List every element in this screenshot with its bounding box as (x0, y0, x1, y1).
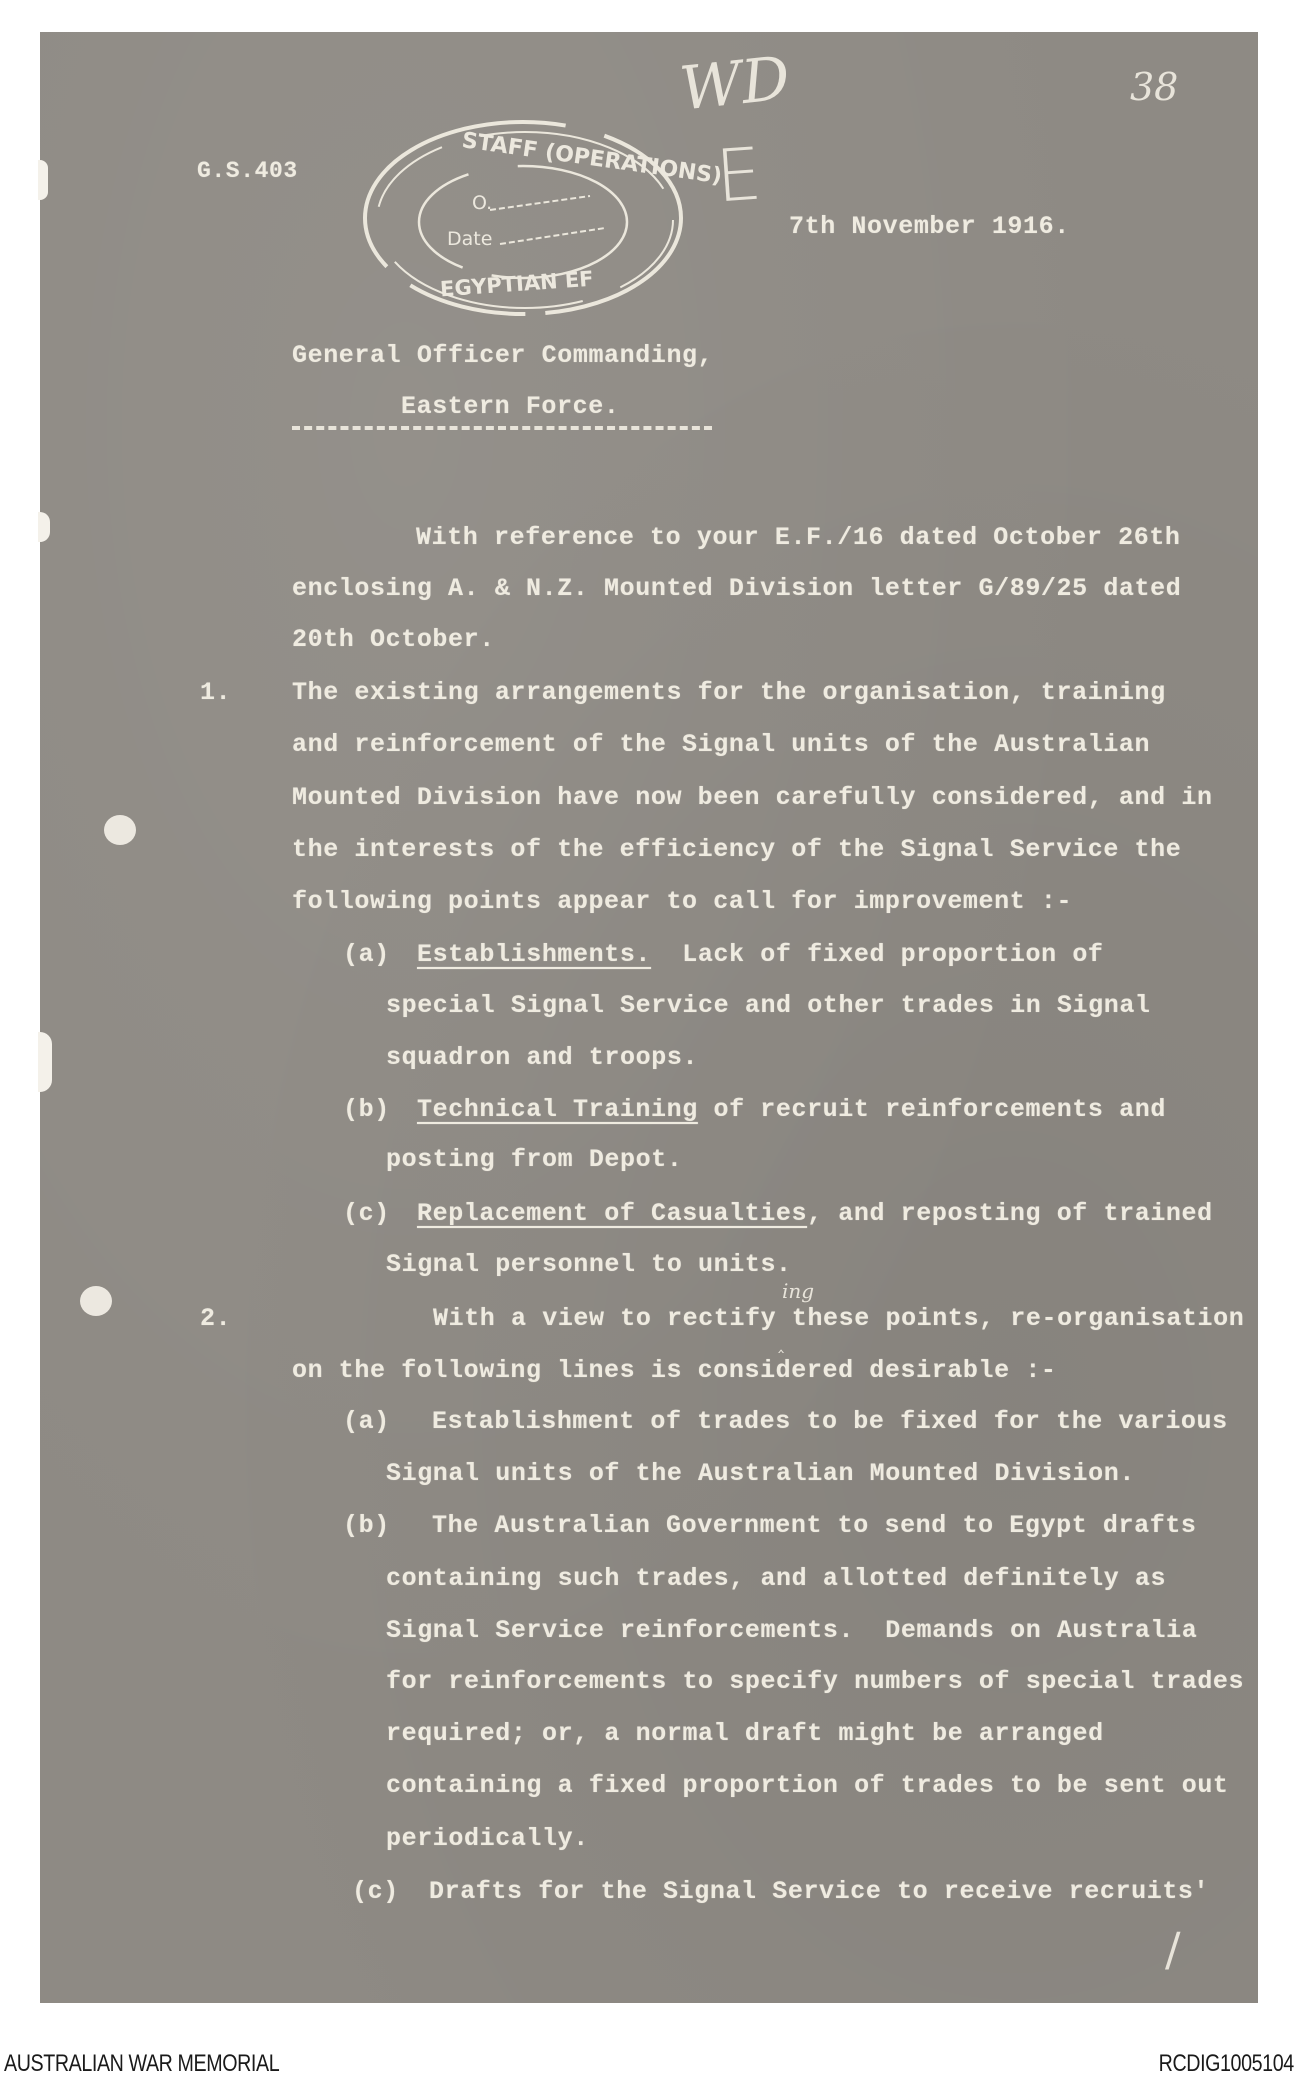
torn-edge (38, 1032, 52, 1092)
item-line: required; or, a normal draft might be arranged (386, 1719, 1104, 1748)
stamp-bottom-text: EGYPTIAN EF (439, 266, 595, 302)
institution-credit: AUSTRALIAN WAR MEMORIAL (4, 2050, 280, 2077)
folio-number: 38 (1130, 65, 1179, 109)
item-label: (a) (343, 940, 390, 969)
item-line: for reinforcements to specify numbers of special trades (386, 1667, 1245, 1696)
item-label: (a) (343, 1407, 390, 1436)
handwritten-mark: / (1165, 1922, 1181, 1976)
reference-number: G.S.403 (197, 158, 298, 184)
item-heading: Replacement of Casualties (417, 1199, 808, 1228)
item-line: posting from Depot. (386, 1145, 683, 1174)
item-first-line: The Australian Government to send to Egypt drafts (432, 1511, 1197, 1540)
item-first-line: Drafts for the Signal Service to receive recruits' (429, 1877, 1210, 1906)
item-first-line (417, 1199, 1213, 1229)
item-line: Signal Service reinforcements. Demands on Australia (386, 1616, 1198, 1645)
item-text: of recruit reinforcements and (697, 1095, 1166, 1124)
torn-edge (38, 512, 50, 542)
intro-line: 20th October. (292, 625, 495, 654)
item-heading: Establishments. (417, 940, 652, 969)
catalogue-id: RCDIG1005104 (1158, 2050, 1294, 2077)
item-line: Signal units of the Australian Mounted Division. (386, 1459, 1135, 1488)
insertion-caret: ‸ (778, 1333, 785, 1354)
addressee-line-2: Eastern Force. (401, 392, 620, 421)
item-text: Lack of fixed proportion of (651, 940, 1104, 969)
item-line: special Signal Service and other trades in Signal (386, 991, 1151, 1020)
intro-line: With reference to your E.F./16 dated October 26th (416, 523, 1181, 552)
item-line: containing such trades, and allotted definitely as (386, 1564, 1167, 1593)
handwritten-letter: E (713, 131, 765, 219)
item-line: periodically. (386, 1824, 589, 1853)
section-1-line: and reinforcement of the Signal units of the Australian (292, 730, 1151, 759)
section-1-line: following points appear to call for improvement :- (292, 887, 1073, 916)
handwritten-insertion: ing (782, 1279, 815, 1303)
item-label: (b) (343, 1095, 390, 1124)
handwritten-initials: WD (676, 43, 794, 125)
item-first-line: Establishment of trades to be fixed for the various (432, 1407, 1228, 1436)
address-underline (292, 426, 712, 430)
section-2-line: With a view to rectify these points, re-organisation (433, 1304, 1245, 1333)
stamp-inner-ring (419, 166, 627, 278)
item-label: (b) (343, 1511, 390, 1540)
document-date: 7th November 1916. (789, 212, 1070, 241)
stamp-field-date: Date (447, 228, 493, 250)
stamp-top-text: STAFF (OPERATIONS) (460, 128, 724, 190)
item-label: (c) (343, 1199, 390, 1228)
punch-hole (80, 1286, 112, 1316)
item-heading: Technical Training (417, 1095, 698, 1124)
item-line: squadron and troops. (386, 1043, 699, 1072)
item-text: , and reposting of trained (807, 1199, 1213, 1228)
item-line: containing a fixed proportion of trades to be sent out (386, 1771, 1229, 1800)
section-1-line: The existing arrangements for the organisation, training (292, 678, 1166, 707)
section-number: 2. (200, 1304, 232, 1333)
torn-edge (38, 160, 48, 200)
section-number: 1. (200, 678, 232, 707)
stamp-field-number: O. (472, 192, 493, 214)
item-line: Signal personnel to units. (386, 1250, 792, 1279)
section-2-line: on the following lines is considered desirable :- (292, 1356, 1057, 1385)
section-1-line: Mounted Division have now been carefully considered, and in (292, 783, 1213, 812)
item-first-line (417, 1095, 1166, 1125)
section-1-line: the interests of the efficiency of the Signal Service the (292, 835, 1182, 864)
intro-line: enclosing A. & N.Z. Mounted Division letter G/89/25 dated (292, 574, 1182, 603)
stamp-field-line (490, 196, 590, 210)
addressee-line-1: General Officer Commanding, (292, 341, 714, 370)
punch-hole (104, 815, 136, 845)
stamp-field-line (500, 228, 605, 244)
item-label: (c) (352, 1877, 399, 1906)
item-first-line (417, 940, 1104, 970)
